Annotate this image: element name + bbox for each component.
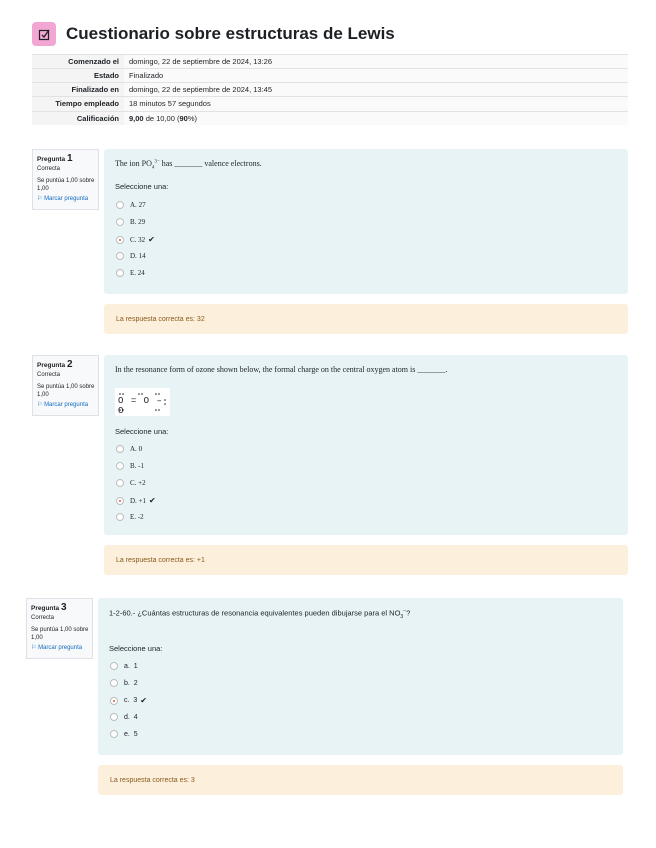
feedback-box: La respuesta correcta es: 3 — [98, 765, 623, 795]
option-value: +2 — [138, 479, 146, 487]
question-info-2 — [32, 355, 99, 416]
answer-option[interactable] — [116, 479, 146, 487]
summary-label: Comenzado el — [32, 55, 124, 69]
question-state: Correcta — [37, 166, 61, 172]
summary-label: Tiempo empleado — [32, 97, 124, 112]
flag-label: Marcar pregunta — [44, 402, 89, 408]
question-text — [115, 159, 262, 171]
flag-question-link[interactable] — [31, 644, 89, 652]
answer-option[interactable] — [116, 218, 145, 226]
quiz-icon — [32, 22, 56, 46]
summary-label: Finalizado en — [32, 83, 124, 97]
radio-button-selected[interactable] — [116, 497, 124, 505]
answer-option[interactable] — [116, 462, 144, 470]
option-letter: e. — [124, 730, 130, 738]
answer-option[interactable] — [110, 662, 138, 670]
summary-value — [124, 112, 628, 126]
option-letter: D. — [130, 252, 137, 260]
option-value: 0 — [138, 445, 143, 453]
answer-option[interactable] — [110, 730, 138, 738]
summary-value: domingo, 22 de septiembre de 2024, 13:26 — [124, 55, 628, 69]
answer-option[interactable] — [116, 513, 144, 521]
flag-label: Marcar pregunta — [44, 196, 89, 202]
option-letter: B. — [130, 218, 137, 226]
radio-button[interactable] — [110, 730, 118, 738]
summary-row — [32, 112, 628, 126]
question-text-part: The ion PO — [115, 159, 152, 168]
flag-label: Marcar pregunta — [38, 645, 83, 651]
grade-percent: 90 — [179, 114, 188, 123]
page-header — [32, 22, 395, 46]
question-num: 1 — [66, 153, 73, 164]
summary-row — [32, 97, 628, 112]
option-value: 1 — [133, 662, 138, 670]
question-num: 2 — [66, 359, 73, 370]
question-box-2 — [104, 355, 628, 535]
radio-button-selected[interactable] — [116, 236, 124, 244]
option-letter: d. — [124, 713, 130, 721]
answer-option[interactable] — [110, 696, 147, 705]
option-letter: b. — [124, 679, 130, 687]
single-bond: – — [156, 396, 163, 406]
radio-button[interactable] — [116, 513, 124, 521]
page-title: Cuestionario sobre estructuras de Lewis — [66, 24, 395, 43]
radio-button[interactable] — [116, 269, 124, 277]
atom-oxygen: O — [118, 396, 125, 406]
option-value: 2 — [133, 679, 138, 687]
grade-text: de 10,00 ( — [143, 114, 180, 123]
question-info-3 — [26, 598, 93, 659]
option-letter: E. — [130, 513, 137, 521]
radio-button[interactable] — [116, 462, 124, 470]
superscript: 3− — [154, 159, 160, 165]
radio-button-selected[interactable] — [110, 697, 118, 705]
grade-text-end: %) — [187, 114, 197, 123]
summary-row — [32, 69, 628, 83]
flag-icon: ⚐ — [37, 196, 43, 202]
option-letter: C. — [130, 479, 137, 487]
option-letter: B. — [130, 462, 137, 470]
superscript: − — [403, 608, 407, 614]
option-value: 3 — [133, 697, 138, 704]
option-value: +1 — [138, 496, 147, 505]
grade-value: 9,00 — [129, 114, 144, 123]
lewis-formula — [118, 396, 170, 416]
option-letter: D. — [130, 496, 137, 505]
question-text: In the resonance form of ozone shown below, the formal charge on the central oxygen atom is _______. — [115, 365, 448, 374]
question-number — [37, 361, 95, 370]
radio-button[interactable] — [116, 252, 124, 260]
option-value: 14 — [138, 252, 146, 260]
double-bond: = — [130, 396, 138, 406]
feedback-box: La respuesta correcta es: +1 — [104, 545, 628, 575]
summary-row — [32, 55, 628, 69]
question-text-part: ? — [406, 608, 411, 618]
summary-value: domingo, 22 de septiembre de 2024, 13:45 — [124, 83, 628, 97]
summary-value: 18 minutos 57 segundos — [124, 97, 628, 112]
answer-option[interactable] — [116, 252, 146, 260]
option-value: 24 — [137, 269, 145, 277]
option-value: 32 — [138, 235, 146, 244]
atom-oxygen: O — [143, 396, 151, 406]
feedback-box: La respuesta correcta es: 32 — [104, 304, 628, 334]
atom-oxygen: O — [118, 406, 125, 416]
option-letter: C. — [130, 235, 137, 244]
flag-question-link[interactable] — [37, 195, 95, 203]
radio-button[interactable] — [110, 662, 118, 670]
flag-question-link[interactable] — [37, 401, 95, 409]
summary-label: Estado — [32, 69, 124, 83]
question-box-1 — [104, 149, 628, 294]
option-letter: a. — [124, 662, 130, 670]
option-value: 5 — [133, 730, 138, 738]
answer-option[interactable] — [116, 269, 145, 277]
answer-option[interactable] — [116, 496, 156, 505]
question-text — [109, 608, 410, 620]
question-state: Correcta — [31, 615, 55, 621]
subscript: 3 — [400, 614, 404, 620]
question-score: Se puntúa 1,00 sobre 1,00 — [37, 384, 95, 398]
summary-label: Calificación — [32, 112, 124, 126]
option-value: 29 — [138, 218, 146, 226]
question-box-3 — [98, 598, 623, 755]
correct-check-icon: ✔ — [140, 696, 147, 705]
radio-button[interactable] — [116, 479, 124, 487]
option-value: -2 — [137, 513, 144, 521]
question-info-1 — [32, 149, 99, 210]
flag-icon: ⚐ — [31, 645, 37, 651]
question-number — [37, 155, 95, 164]
answer-option[interactable] — [110, 713, 138, 721]
answer-option[interactable] — [116, 201, 146, 209]
ozone-lewis-structure — [115, 388, 170, 416]
subscript: 4 — [151, 165, 155, 171]
correct-check-icon: ✔ — [148, 235, 155, 244]
option-value: 27 — [138, 201, 146, 209]
question-score: Se puntúa 1,00 sobre 1,00 — [31, 627, 89, 641]
question-state: Correcta — [37, 372, 61, 378]
option-letter: E. — [130, 269, 137, 277]
question-label: Pregunta — [37, 156, 66, 163]
answer-prompt: Seleccione una: — [115, 427, 169, 436]
radio-button[interactable] — [110, 679, 118, 687]
answer-option[interactable] — [116, 235, 155, 244]
option-letter: c. — [124, 697, 130, 704]
question-text-part: 1-2-60.- ¿Cuántas estructuras de resonancia equivalentes pueden dibujarse para el NO — [109, 608, 401, 618]
option-letter: A. — [130, 445, 137, 453]
question-num: 3 — [60, 602, 67, 613]
question-score: Se puntúa 1,00 sobre 1,00 — [37, 178, 95, 192]
radio-button[interactable] — [116, 445, 124, 453]
question-text-part: has _______ valence electrons. — [159, 159, 262, 168]
answer-option[interactable] — [116, 445, 142, 453]
correct-check-icon: ✔ — [149, 496, 156, 505]
option-value: 4 — [133, 713, 138, 721]
option-value: -1 — [138, 462, 145, 470]
radio-button[interactable] — [110, 713, 118, 721]
attempt-summary-table — [32, 54, 628, 125]
radio-button[interactable] — [116, 201, 124, 209]
question-number — [31, 604, 89, 613]
answer-prompt: Seleccione una: — [115, 182, 169, 191]
answer-prompt: Seleccione una: — [109, 644, 163, 653]
summary-row — [32, 83, 628, 97]
radio-button[interactable] — [116, 218, 124, 226]
summary-value: Finalizado — [124, 69, 628, 83]
flag-icon: ⚐ — [37, 402, 43, 408]
option-letter: A. — [130, 201, 137, 209]
answer-option[interactable] — [110, 679, 138, 687]
question-label: Pregunta — [31, 605, 60, 612]
question-label: Pregunta — [37, 362, 66, 369]
